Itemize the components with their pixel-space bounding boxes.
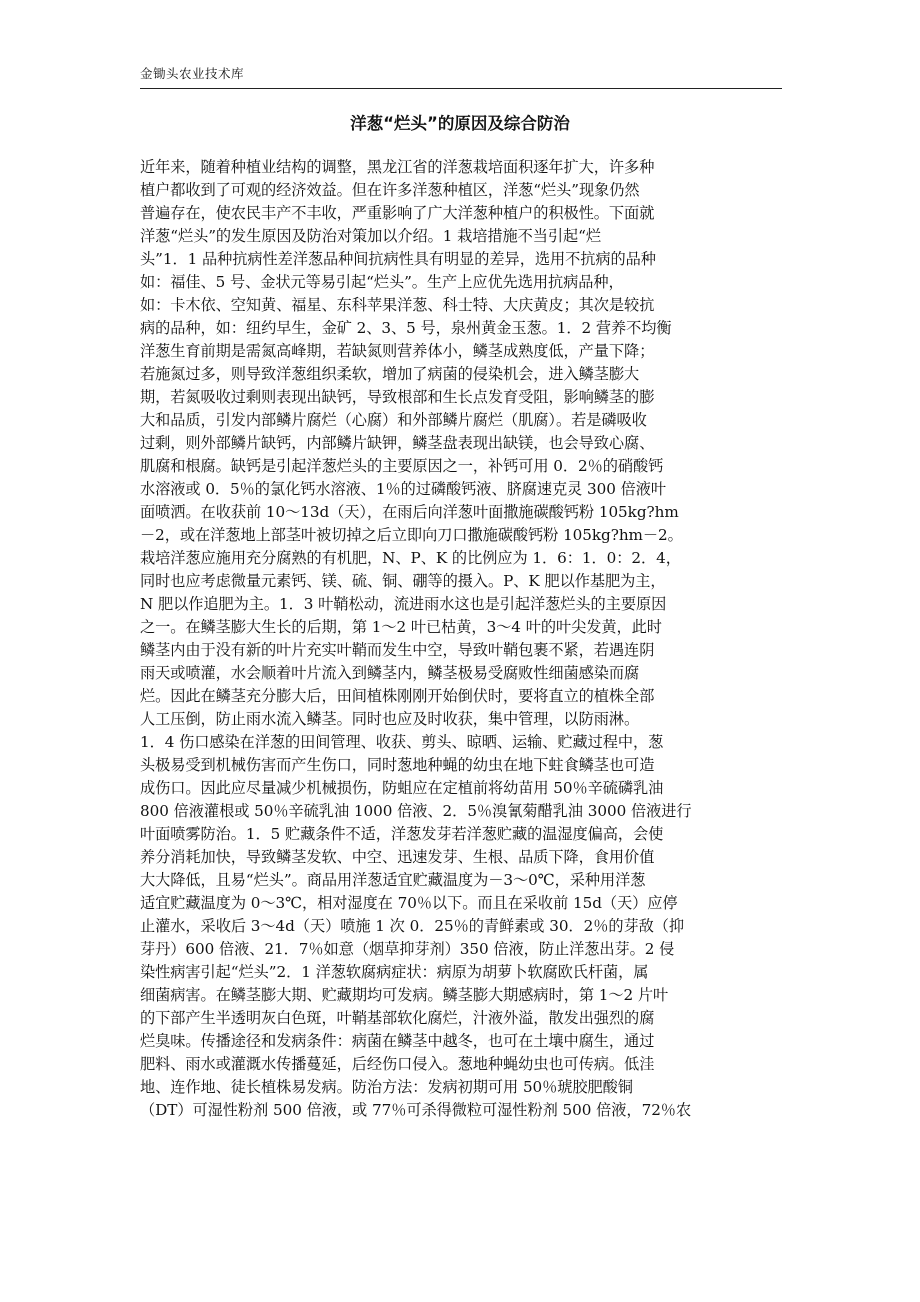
body-text-line: 面喷洒。在收获前 10～13d（天），在雨后向洋葱叶面撒施碳酸钙粉 105kg?hm (140, 503, 679, 521)
body-text-line: 肌腐和根腐。缺钙是引起洋葱烂头的主要原因之一，补钙可用 0．2％的硝酸钙 (140, 457, 664, 475)
body-text-line: 水溶液或 0．5％的氯化钙水溶液、1％的过磷酸钙液、脐腐速克灵 300 倍液叶 (140, 480, 667, 498)
body-text-line: 人工压倒，防止雨水流入鳞茎。同时也应及时收获，集中管理，以防雨淋。 (140, 710, 640, 728)
body-text-line: 之一。在鳞茎膨大生长的后期，第 1～2 叶已枯黄，3～4 叶的叶尖发黄，此时 (140, 618, 662, 636)
body-text-line: 雨天或喷灌，水会顺着叶片流入到鳞茎内，鳞茎极易受腐败性细菌感染而腐 (140, 664, 640, 682)
body-text-line: 的下部产生半透明灰白色斑，叶鞘基部软化腐烂，汁液外溢，散发出强烈的腐 (140, 1009, 655, 1027)
document-title: 洋葱“烂头”的原因及综合防治 (350, 114, 570, 133)
header-source-text: 金锄头农业技术库 (140, 66, 245, 81)
body-text-line: 如：卡木依、空知黄、福星、东科苹果洋葱、科士特、大庆黄皮；其次是较抗 (140, 296, 655, 314)
body-text-line: －2，或在洋葱地上部茎叶被切掉之后立即向刀口撒施碳酸钙粉 105kg?hm－2。 (140, 526, 683, 544)
body-text-line: 染性病害引起“烂头”2．1 洋葱软腐病症状：病原为胡萝卜软腐欧氏杆菌，属 (140, 963, 649, 981)
body-text-line: 过剩，则外部鳞片缺钙，内部鳞片缺钾，鳞茎盘表现出缺镁，也会导致心腐、 (140, 434, 655, 452)
body-text-line: 近年来，随着种植业结构的调整，黑龙江省的洋葱栽培面积逐年扩大，许多种 (140, 158, 655, 176)
body-text-line: 适宜贮藏温度为 0～3℃，相对湿度在 70％以下。而且在采收前 15d（天）应停 (140, 894, 678, 912)
body-text-line: 头”1．1 品种抗病性差洋葱品种间抗病性具有明显的差异，选用不抗病的品种 (140, 250, 656, 268)
body-text-line: 鳞茎内由于没有新的叶片充实叶鞘而发生中空，导致叶鞘包裹不紧，若遇连阴 (140, 641, 655, 659)
body-text-line: 芽丹）600 倍液、21．7％如意（烟草抑芽剂）350 倍液，防止洋葱出芽。2 侵 (140, 940, 675, 958)
document-body (140, 156, 784, 1122)
body-text-line: 成伤口。因此应尽量减少机械损伤，防蛆应在定植前将幼苗用 50％辛硫磷乳油 (140, 779, 664, 797)
body-text-line: 若施氮过多，则导致洋葱组织柔软，增加了病菌的侵染机会，进入鳞茎膨大 (140, 365, 640, 383)
body-text-line: 1．4 伤口感染在洋葱的田间管理、收获、剪头、晾晒、运输、贮藏过程中，葱 (140, 733, 664, 751)
page-header (140, 64, 782, 89)
body-text-line: 大大降低，且易“烂头”。商品用洋葱适宜贮藏温度为－3～0℃，采种用洋葱 (140, 871, 646, 889)
body-text-line: 洋葱“烂头”的发生原因及防治对策加以介绍。1 栽培措施不当引起“烂 (140, 227, 601, 245)
body-text-line: 叶面喷雾防治。1．5 贮藏条件不适，洋葱发芽若洋葱贮藏的温湿度偏高，会使 (140, 825, 664, 843)
body-text-line: 洋葱生育前期是需氮高峰期，若缺氮则营养体小，鳞茎成熟度低，产量下降； (140, 342, 655, 360)
body-text-line: （DT）可湿性粉剂 500 倍液，或 77％可杀得微粒可湿性粉剂 500 倍液，72％农 (140, 1101, 692, 1119)
body-text-line: 细菌病害。在鳞茎膨大期、贮藏期均可发病。鳞茎膨大期感病时，第 1～2 片叶 (140, 986, 669, 1004)
body-text-line: 同时也应考虑微量元素钙、镁、硫、铜、硼等的摄入。P、K 肥以作基肥为主， (140, 572, 666, 590)
body-text-line: 如：福佳、5 号、金状元等易引起“烂头”。生产上应优先选用抗病品种， (140, 273, 624, 291)
body-text-line: 止灌水，采收后 3～4d（天）喷施 1 次 0．25％的青鲜素或 30．2％的芽敌（抑 (140, 917, 685, 935)
body-text-line: 烂臭味。传播途径和发病条件：病菌在鳞茎中越冬，也可在土壤中腐生，通过 (140, 1032, 655, 1050)
body-text-line: 养分消耗加快，导致鳞茎发软、中空、迅速发芽、生根、品质下降，食用价值 (140, 848, 655, 866)
body-text-line: 普遍存在，使农民丰产不丰收，严重影响了广大洋葱种植户的积极性。下面就 (140, 204, 655, 222)
body-text-line: 头极易受到机械伤害而产生伤口，同时葱地种蝇的幼虫在地下蛀食鳞茎也可造 (140, 756, 655, 774)
body-text-line: N 肥以作追肥为主。1．3 叶鞘松动，流进雨水这也是引起洋葱烂头的主要原因 (140, 595, 667, 613)
body-text-line: 期，若氮吸收过剩则表现出缺钙，导致根部和生长点发育受阻，影响鳞茎的膨 (140, 388, 655, 406)
body-text-line: 植户都收到了可观的经济效益。但在许多洋葱种植区，洋葱“烂头”现象仍然 (140, 181, 640, 199)
body-text-line: 800 倍液灌根或 50％辛硫乳油 1000 倍液、2．5％溴氰菊醋乳油 3000 倍液进行 (140, 802, 692, 820)
body-text-line: 地、连作地、徒长植株易发病。防治方法：发病初期可用 50％琥胶肥酸铜 (140, 1078, 633, 1096)
body-text-line: 肥料、雨水或灌溉水传播蔓延，后经伤口侵入。葱地种蝇幼虫也可传病。低洼 (140, 1055, 655, 1073)
body-text-line: 烂。因此在鳞茎充分膨大后，田间植株刚刚开始倒伏时，要将直立的植株全部 (140, 687, 655, 705)
body-text-line: 栽培洋葱应施用充分腐熟的有机肥，N、P、K 的比例应为 1．6：1．0：2．4， (140, 549, 681, 567)
body-text-line: 大和品质，引发内部鳞片腐烂（心腐）和外部鳞片腐烂（肌腐）。若是磷吸收 (140, 411, 647, 429)
body-text-line: 病的品种，如：纽约早生，金矿 2、3、5 号，泉州黄金玉葱。1．2 营养不均衡 (140, 319, 672, 337)
